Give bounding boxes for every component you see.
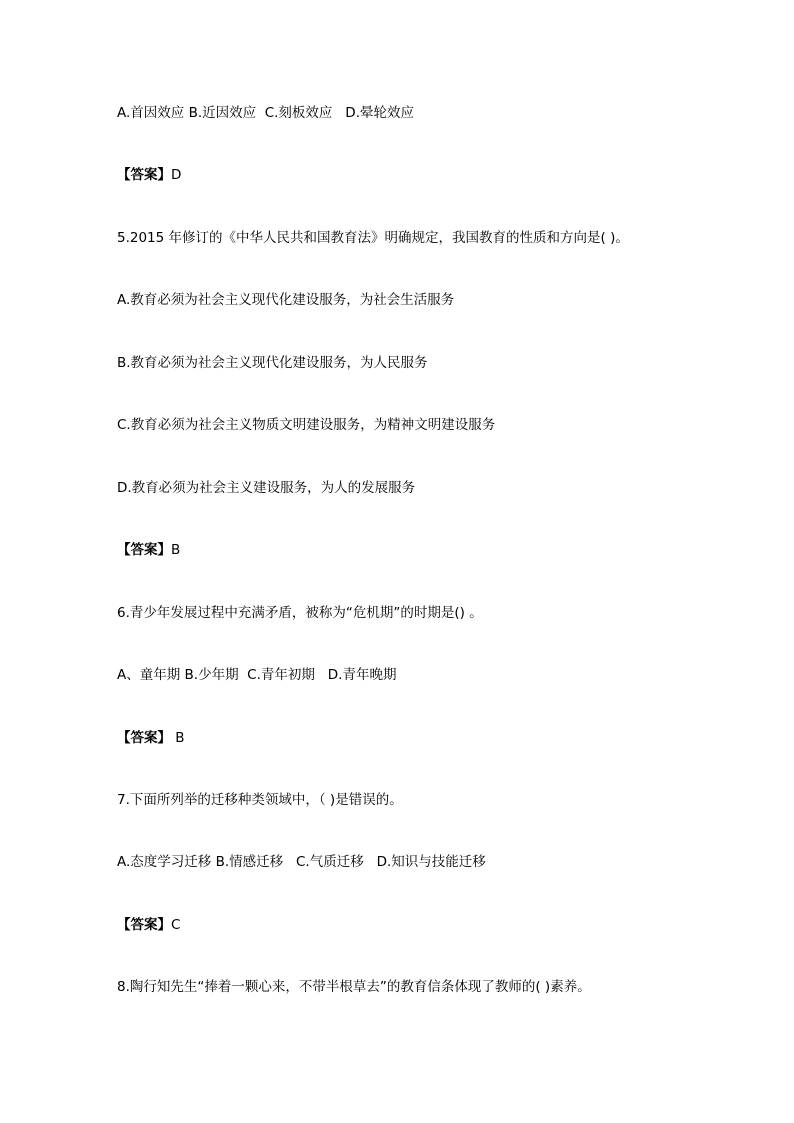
answer-value: C: [171, 917, 181, 933]
q5-option-b: B.教育必须为社会主义现代化建设服务，为人民服务: [117, 355, 428, 371]
answer-value: D: [171, 167, 182, 183]
q5-answer: [117, 541, 757, 559]
answer-value: B: [171, 542, 181, 558]
q7-options: A.态度学习迁移 B.情感迁移 C.气质迁移 D.知识与技能迁移: [117, 854, 486, 870]
q8-question: 8.陶行知先生“捧着一颗心来，不带半根草去”的教育信条体现了教师的( )素养。: [117, 979, 591, 995]
answer-label: 【答案】: [117, 167, 171, 183]
q5-option-c: C.教育必须为社会主义物质文明建设服务，为精神文明建设服务: [117, 417, 496, 433]
q4-options: A.首因效应 B.近因效应 C.刻板效应 D.晕轮效应: [117, 105, 414, 121]
q5-question: 5.2015 年修订的《中华人民共和国教育法》明确规定，我国教育的性质和方向是( )。: [117, 230, 629, 246]
q7-question: 7.下面所列举的迁移种类领域中，（ )是错误的。: [117, 792, 403, 808]
q6-answer: [117, 729, 757, 747]
answer-label: 【答案】: [117, 542, 171, 558]
q4-answer: [117, 166, 757, 184]
answer-label: 【答案】: [117, 730, 171, 746]
q5-option-d: D.教育必须为社会主义建设服务，为人的发展服务: [117, 480, 416, 496]
q7-answer: [117, 916, 757, 934]
q5-option-a: A.教育必须为社会主义现代化建设服务，为社会生活服务: [117, 292, 455, 308]
answer-label: 【答案】: [117, 917, 171, 933]
answer-value: B: [171, 730, 185, 746]
q6-options: A、童年期 B.少年期 C.青年初期 D.青年晚期: [117, 667, 397, 683]
q6-question: 6.青少年发展过程中充满矛盾，被称为“危机期”的时期是() 。: [117, 605, 483, 621]
